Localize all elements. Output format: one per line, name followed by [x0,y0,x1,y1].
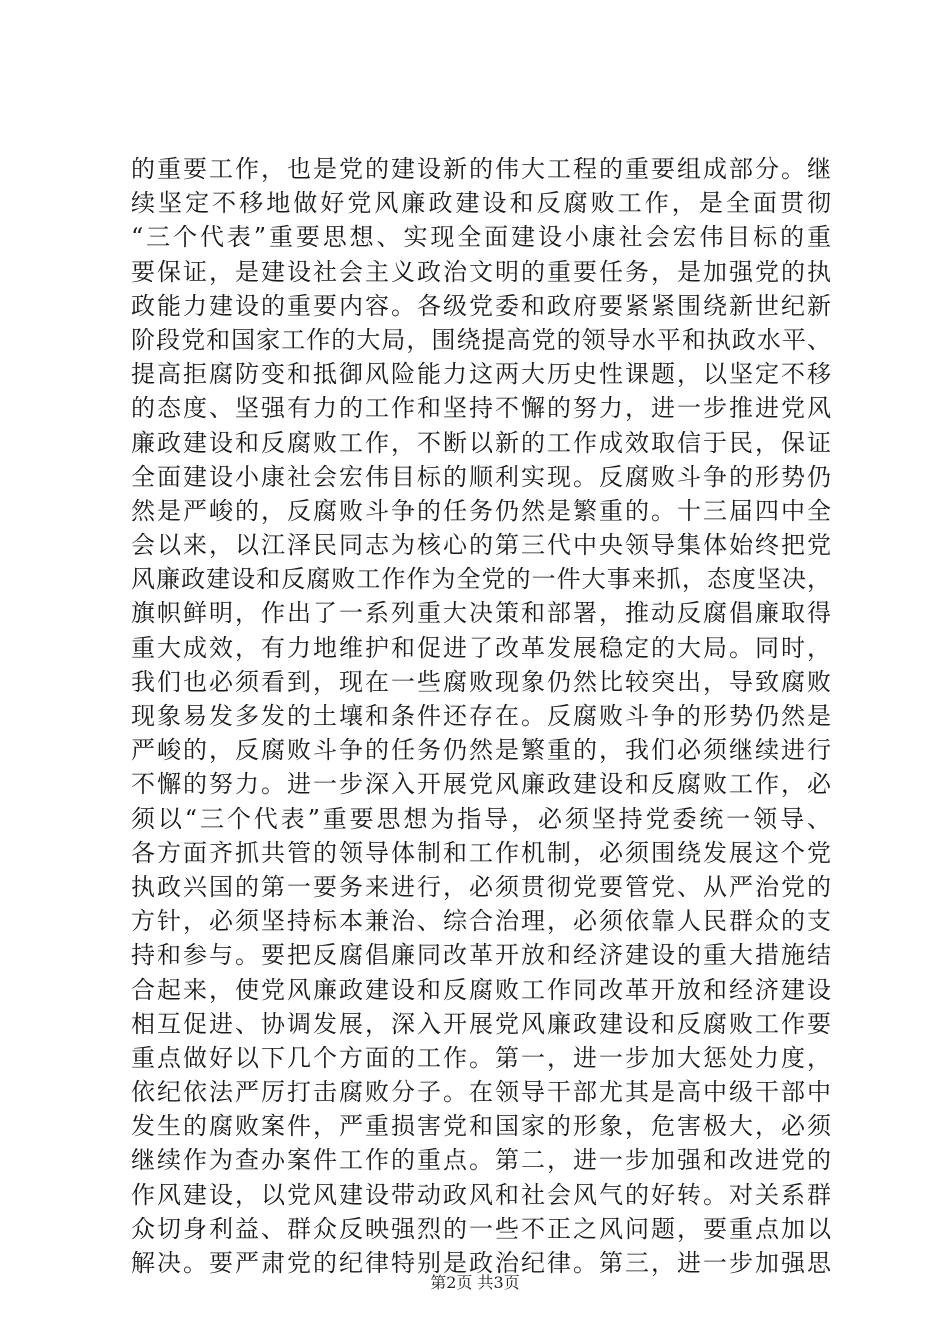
text-line: 的态度、坚强有力的工作和坚持不懈的努力，进一步推进党风 [131,394,831,423]
text-line: 我们也必须看到，现在一些腐败现象仍然比较突出，导致腐败 [131,667,831,696]
text-line: “三个代表”重要思想、实现全面建设小康社会宏伟目标的重 [131,223,831,252]
text-line: 全面建设小康社会宏伟目标的顺利实现。反腐败斗争的形势仍 [131,462,831,491]
text-line: 解决。要严肃党的纪律特别是政治纪律。第三，进一步加强思 [131,1249,831,1277]
text-line: 会以来，以江泽民同志为核心的第三代中央领导集体始终把党 [131,531,831,560]
text-line: 重点做好以下几个方面的工作。第一，进一步加大惩处力度， [131,1043,831,1072]
body-paragraph [131,152,831,1280]
text-line: 提高拒腐防变和抵御风险能力这两大历史性课题，以坚定不移 [131,360,831,389]
text-line: 政能力建设的重要内容。各级党委和政府要紧紧围绕新世纪新 [131,291,831,320]
text-line: 合起来，使党风廉政建设和反腐败工作同改革开放和经济建设 [131,975,831,1004]
text-line: 执政兴国的第一要务来进行，必须贯彻党要管党、从严治党的 [131,872,831,901]
text-line: 风廉政建设和反腐败工作作为全党的一件大事来抓，态度坚决， [131,565,831,594]
text-line: 严峻的，反腐败斗争的任务仍然是繁重的，我们必须继续进行 [131,736,831,765]
page-number-footer: 第2页 共3页 [430,1273,520,1292]
text-line: 旗帜鲜明，作出了一系列重大决策和部署，推动反腐倡廉取得 [131,599,831,628]
text-line: 重大成效，有力地维护和促进了改革发展稳定的大局。同时， [131,633,831,662]
text-line: 方针，必须坚持标本兼治、综合治理，必须依靠人民群众的支 [131,907,831,936]
text-line: 作风建设，以党风建设带动政风和社会风气的好转。对关系群 [131,1180,831,1209]
text-line: 不懈的努力。进一步深入开展党风廉政建设和反腐败工作，必 [131,770,831,799]
text-line: 廉政建设和反腐败工作，不断以新的工作成效取信于民，保证 [131,428,831,457]
text-line: 各方面齐抓共管的领导体制和工作机制，必须围绕发展这个党 [131,838,831,867]
text-line: 的重要工作，也是党的建设新的伟大工程的重要组成部分。继 [131,155,831,183]
text-line: 依纪依法严厉打击腐败分子。在领导干部尤其是高中级干部中 [131,1078,831,1107]
text-line: 阶段党和国家工作的大局，围绕提高党的领导水平和执政水平、 [131,325,831,354]
text-line: 继续作为查办案件工作的重点。第二，进一步加强和改进党的 [131,1146,831,1175]
text-line: 发生的腐败案件，严重损害党和国家的形象，危害极大，必须 [131,1112,831,1141]
text-line: 相互促进、协调发展，深入开展党风廉政建设和反腐败工作要 [131,1009,831,1038]
text-line: 要保证，是建设社会主义政治文明的重要任务，是加强党的执 [131,257,831,286]
text-line: 现象易发多发的土壤和条件还存在。反腐败斗争的形势仍然是 [131,702,831,730]
text-line: 持和参与。要把反腐倡廉同改革开放和经济建设的重大措施结 [131,941,831,970]
text-line: 续坚定不移地做好党风廉政建设和反腐败工作，是全面贯彻 [131,189,831,218]
text-line: 众切身利益、群众反映强烈的一些不正之风问题，要重点加以 [131,1214,831,1243]
text-line: 须以“三个代表”重要思想为指导，必须坚持党委统一领导、 [131,804,831,833]
text-line: 然是严峻的，反腐败斗争的任务仍然是繁重的。十三届四中全 [131,496,831,525]
